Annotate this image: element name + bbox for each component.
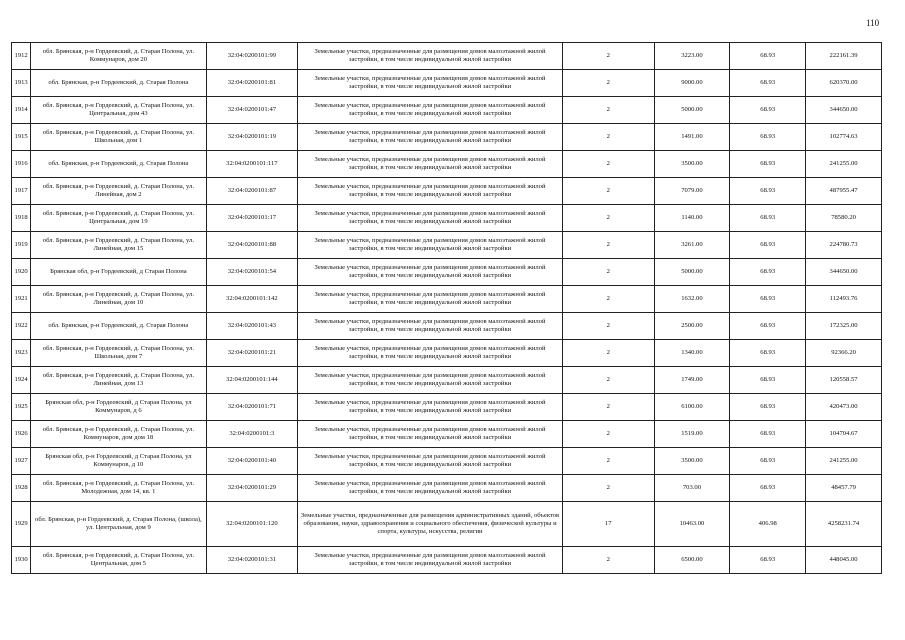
table-row (12, 547, 882, 574)
plot-address-cell: обл. Брянская, р-н Гордеевский, д. Старая Полона, ул. Молодежная, дом 14, кв. 1 (31, 475, 206, 502)
land-use-purpose-cell: Земельные участки, предназначенные для размещения домов малоэтажной жилой застройки, в том числе индивидуальной жилой застройки (298, 151, 563, 178)
row-number-cell: 1921 (12, 286, 31, 313)
plot-address-cell: обл. Брянская, р-н Гордеевский, д. Старая Полона, ул. Школьная, дом 7 (31, 340, 206, 367)
group-code-cell: 2 (562, 259, 654, 286)
land-use-purpose-cell: Земельные участки, предназначенные для размещения домов малоэтажной жилой застройки, в том числе индивидуальной жилой застройки (298, 313, 563, 340)
plot-area-cell: 3223.00 (654, 43, 730, 70)
plot-area-cell: 3500.00 (654, 151, 730, 178)
cadastral-number-cell: 32:04:0200101:31 (206, 547, 298, 574)
row-number-cell: 1925 (12, 394, 31, 421)
land-use-purpose-cell: Земельные участки, предназначенные для размещения домов малоэтажной жилой застройки, в том числе индивидуальной жилой застройки (298, 547, 563, 574)
registry-body (12, 43, 882, 574)
cadastral-value-cell: 344650.00 (806, 97, 882, 124)
cadastral-value-cell: 172325.00 (806, 313, 882, 340)
plot-area-cell: 9000.00 (654, 70, 730, 97)
table-row (12, 502, 882, 547)
group-code-cell: 2 (562, 43, 654, 70)
land-use-purpose-cell: Земельные участки, предназначенные для размещения административных зданий, объектов образования, науки, здравоохранения и социального обеспечения, физической культуры и спорта, культуры, искусства, религии (298, 502, 563, 547)
plot-area-cell: 3261.00 (654, 232, 730, 259)
cadastral-number-cell: 32:04:0200101:142 (206, 286, 298, 313)
table-row (12, 259, 882, 286)
cadastral-value-cell: 420473.00 (806, 394, 882, 421)
land-use-purpose-cell: Земельные участки, предназначенные для размещения домов малоэтажной жилой застройки, в том числе индивидуальной жилой застройки (298, 205, 563, 232)
row-number-cell: 1912 (12, 43, 31, 70)
group-code-cell: 17 (562, 502, 654, 547)
specific-value-cell: 68.93 (730, 394, 806, 421)
cadastral-value-cell: 241255.00 (806, 448, 882, 475)
table-row (12, 367, 882, 394)
land-use-purpose-cell: Земельные участки, предназначенные для размещения домов малоэтажной жилой застройки, в том числе индивидуальной жилой застройки (298, 178, 563, 205)
land-use-purpose-cell: Земельные участки, предназначенные для размещения домов малоэтажной жилой застройки, в том числе индивидуальной жилой застройки (298, 43, 563, 70)
table-row (12, 448, 882, 475)
cadastral-number-cell: 32:04:0200101:120 (206, 502, 298, 547)
group-code-cell: 2 (562, 286, 654, 313)
row-number-cell: 1930 (12, 547, 31, 574)
specific-value-cell: 68.93 (730, 448, 806, 475)
row-number-cell: 1916 (12, 151, 31, 178)
cadastral-value-cell: 241255.00 (806, 151, 882, 178)
cadastral-number-cell: 32:04:0200101:3 (206, 421, 298, 448)
group-code-cell: 2 (562, 151, 654, 178)
cadastral-value-cell: 620370.00 (806, 70, 882, 97)
land-use-purpose-cell: Земельные участки, предназначенные для размещения домов малоэтажной жилой застройки, в том числе индивидуальной жилой застройки (298, 70, 563, 97)
group-code-cell: 2 (562, 340, 654, 367)
plot-area-cell: 5000.00 (654, 97, 730, 124)
group-code-cell: 2 (562, 178, 654, 205)
row-number-cell: 1924 (12, 367, 31, 394)
group-code-cell: 2 (562, 367, 654, 394)
plot-address-cell: обл. Брянская, р-н Гордеевский, д. Старая Полона, ул. Линейная, дом 13 (31, 367, 206, 394)
specific-value-cell: 68.93 (730, 232, 806, 259)
cadastral-number-cell: 32:04:0200101:47 (206, 97, 298, 124)
plot-area-cell: 6100.00 (654, 394, 730, 421)
specific-value-cell: 68.93 (730, 97, 806, 124)
plot-area-cell: 1632.00 (654, 286, 730, 313)
group-code-cell: 2 (562, 313, 654, 340)
table-row (12, 151, 882, 178)
group-code-cell: 2 (562, 124, 654, 151)
cadastral-number-cell: 32:04:0200101:88 (206, 232, 298, 259)
specific-value-cell: 68.93 (730, 367, 806, 394)
group-code-cell: 2 (562, 421, 654, 448)
land-use-purpose-cell: Земельные участки, предназначенные для размещения домов малоэтажной жилой застройки, в том числе индивидуальной жилой застройки (298, 475, 563, 502)
row-number-cell: 1919 (12, 232, 31, 259)
plot-address-cell: обл. Брянская, р-н Гордеевский, д. Старая Полона, ул. Линейная, дом 15 (31, 232, 206, 259)
plot-address-cell: обл. Брянская, р-н Гордеевский, д. Старая Полона, ул. Коммунаров, дом 20 (31, 43, 206, 70)
land-use-purpose-cell: Земельные участки, предназначенные для размещения домов малоэтажной жилой застройки, в том числе индивидуальной жилой застройки (298, 286, 563, 313)
specific-value-cell: 68.93 (730, 286, 806, 313)
cadastral-number-cell: 32:04:0200101:117 (206, 151, 298, 178)
table-row (12, 124, 882, 151)
plot-address-cell: обл. Брянская, р-н Гордеевский, д. Старая Полона, ул. Центральная, дом 43 (31, 97, 206, 124)
land-use-purpose-cell: Земельные участки, предназначенные для размещения домов малоэтажной жилой застройки, в том числе индивидуальной жилой застройки (298, 394, 563, 421)
cadastral-number-cell: 32:04:0200101:99 (206, 43, 298, 70)
specific-value-cell: 68.93 (730, 124, 806, 151)
table-row (12, 394, 882, 421)
cadastral-value-cell: 4258231.74 (806, 502, 882, 547)
row-number-cell: 1913 (12, 70, 31, 97)
specific-value-cell: 68.93 (730, 259, 806, 286)
specific-value-cell: 68.93 (730, 205, 806, 232)
cadastral-number-cell: 32:04:0200101:17 (206, 205, 298, 232)
specific-value-cell: 68.93 (730, 313, 806, 340)
group-code-cell: 2 (562, 475, 654, 502)
row-number-cell: 1917 (12, 178, 31, 205)
plot-address-cell: обл. Брянская, р-н Гордеевский, д. Старая Полона, (школа), ул. Центральная, дом 9 (31, 502, 206, 547)
row-number-cell: 1915 (12, 124, 31, 151)
plot-area-cell: 7079.00 (654, 178, 730, 205)
plot-area-cell: 2500.00 (654, 313, 730, 340)
table-row (12, 286, 882, 313)
row-number-cell: 1914 (12, 97, 31, 124)
cadastral-number-cell: 32:04:0200101:144 (206, 367, 298, 394)
group-code-cell: 2 (562, 232, 654, 259)
specific-value-cell: 68.93 (730, 547, 806, 574)
table-row (12, 232, 882, 259)
plot-address-cell: обл. Брянская, р-н Гордеевский, д. Старая Полона, ул. Центральная, дом 19 (31, 205, 206, 232)
land-use-purpose-cell: Земельные участки, предназначенные для размещения домов малоэтажной жилой застройки, в том числе индивидуальной жилой застройки (298, 421, 563, 448)
plot-address-cell: обл. Брянская, р-н Гордеевский, д. Старая Полона (31, 313, 206, 340)
cadastral-number-cell: 32:04:0200101:54 (206, 259, 298, 286)
plot-area-cell: 1140.00 (654, 205, 730, 232)
cadastral-number-cell: 32:04:0200101:81 (206, 70, 298, 97)
cadastral-value-cell: 344650.00 (806, 259, 882, 286)
plot-area-cell: 3500.00 (654, 448, 730, 475)
plot-address-cell: Брянская обл, р-н Гордеевский, д Старая Полона, ул Коммунаров, д 10 (31, 448, 206, 475)
cadastral-value-cell: 112493.76 (806, 286, 882, 313)
table-row (12, 43, 882, 70)
cadastral-number-cell: 32:04:0200101:40 (206, 448, 298, 475)
land-plot-registry-table (11, 42, 882, 574)
cadastral-value-cell: 92366.20 (806, 340, 882, 367)
land-use-purpose-cell: Земельные участки, предназначенные для размещения домов малоэтажной жилой застройки, в том числе индивидуальной жилой застройки (298, 124, 563, 151)
table-row (12, 205, 882, 232)
table-row (12, 421, 882, 448)
plot-area-cell: 5000.00 (654, 259, 730, 286)
specific-value-cell: 68.93 (730, 178, 806, 205)
plot-address-cell: обл. Брянская, р-н Гордеевский, д. Старая Полона (31, 151, 206, 178)
row-number-cell: 1929 (12, 502, 31, 547)
cadastral-number-cell: 32:04:0200101:19 (206, 124, 298, 151)
table-row (12, 340, 882, 367)
cadastral-value-cell: 78580.20 (806, 205, 882, 232)
land-use-purpose-cell: Земельные участки, предназначенные для размещения домов малоэтажной жилой застройки, в том числе индивидуальной жилой застройки (298, 232, 563, 259)
specific-value-cell: 68.93 (730, 43, 806, 70)
table-row (12, 97, 882, 124)
land-use-purpose-cell: Земельные участки, предназначенные для размещения домов малоэтажной жилой застройки, в том числе индивидуальной жилой застройки (298, 340, 563, 367)
specific-value-cell: 68.93 (730, 421, 806, 448)
page-number: 110 (866, 18, 880, 28)
plot-address-cell: обл. Брянская, р-н Гордеевский, д. Старая Полона, ул. Школьная, дом 1 (31, 124, 206, 151)
cadastral-number-cell: 32:04:0200101:71 (206, 394, 298, 421)
cadastral-number-cell: 32:04:0200101:29 (206, 475, 298, 502)
specific-value-cell: 406.98 (730, 502, 806, 547)
plot-address-cell: обл. Брянская, р-н Гордеевский, д. Старая Полона, ул. Линейная, дом 10 (31, 286, 206, 313)
group-code-cell: 2 (562, 448, 654, 475)
cadastral-value-cell: 224780.73 (806, 232, 882, 259)
row-number-cell: 1920 (12, 259, 31, 286)
land-use-purpose-cell: Земельные участки, предназначенные для размещения домов малоэтажной жилой застройки, в том числе индивидуальной жилой застройки (298, 448, 563, 475)
land-use-purpose-cell: Земельные участки, предназначенные для размещения домов малоэтажной жилой застройки, в том числе индивидуальной жилой застройки (298, 97, 563, 124)
plot-address-cell: обл. Брянская, р-н Гордеевский, д. Старая Полона, ул. Линейная, дом 2 (31, 178, 206, 205)
specific-value-cell: 68.93 (730, 70, 806, 97)
row-number-cell: 1928 (12, 475, 31, 502)
group-code-cell: 2 (562, 70, 654, 97)
table-row (12, 178, 882, 205)
plot-address-cell: Брянская обл, р-н Гордеевский, д Старая Полона (31, 259, 206, 286)
plot-area-cell: 1519.00 (654, 421, 730, 448)
row-number-cell: 1923 (12, 340, 31, 367)
cadastral-value-cell: 102774.63 (806, 124, 882, 151)
row-number-cell: 1922 (12, 313, 31, 340)
plot-address-cell: обл. Брянская, р-н Гордеевский, д. Старая Полона, ул. Коммунаров, дом дом 18 (31, 421, 206, 448)
specific-value-cell: 68.93 (730, 475, 806, 502)
row-number-cell: 1926 (12, 421, 31, 448)
land-use-purpose-cell: Земельные участки, предназначенные для размещения домов малоэтажной жилой застройки, в том числе индивидуальной жилой застройки (298, 259, 563, 286)
plot-area-cell: 10463.00 (654, 502, 730, 547)
plot-area-cell: 1749.00 (654, 367, 730, 394)
land-use-purpose-cell: Земельные участки, предназначенные для размещения домов малоэтажной жилой застройки, в том числе индивидуальной жилой застройки (298, 367, 563, 394)
plot-area-cell: 1340.00 (654, 340, 730, 367)
table-row (12, 313, 882, 340)
plot-address-cell: обл. Брянская, р-н Гордеевский, д. Старая Полона (31, 70, 206, 97)
group-code-cell: 2 (562, 205, 654, 232)
cadastral-value-cell: 448045.00 (806, 547, 882, 574)
cadastral-value-cell: 222161.39 (806, 43, 882, 70)
group-code-cell: 2 (562, 394, 654, 421)
cadastral-value-cell: 120558.57 (806, 367, 882, 394)
plot-address-cell: обл. Брянская, р-н Гордеевский, д. Старая Полона, ул. Центральная, дом 5 (31, 547, 206, 574)
cadastral-value-cell: 104704.67 (806, 421, 882, 448)
table-row (12, 475, 882, 502)
cadastral-number-cell: 32:04:0200101:87 (206, 178, 298, 205)
plot-address-cell: Брянская обл, р-н Гордеевский, д Старая Полона, ул Коммунаров, д 6 (31, 394, 206, 421)
group-code-cell: 2 (562, 97, 654, 124)
table-row (12, 70, 882, 97)
plot-area-cell: 6500.00 (654, 547, 730, 574)
cadastral-number-cell: 32:04:0200101:21 (206, 340, 298, 367)
row-number-cell: 1927 (12, 448, 31, 475)
specific-value-cell: 68.93 (730, 340, 806, 367)
row-number-cell: 1918 (12, 205, 31, 232)
cadastral-value-cell: 48457.79 (806, 475, 882, 502)
plot-area-cell: 703.00 (654, 475, 730, 502)
cadastral-number-cell: 32:04:0200101:43 (206, 313, 298, 340)
specific-value-cell: 68.93 (730, 151, 806, 178)
group-code-cell: 2 (562, 547, 654, 574)
plot-area-cell: 1491.00 (654, 124, 730, 151)
cadastral-value-cell: 487955.47 (806, 178, 882, 205)
